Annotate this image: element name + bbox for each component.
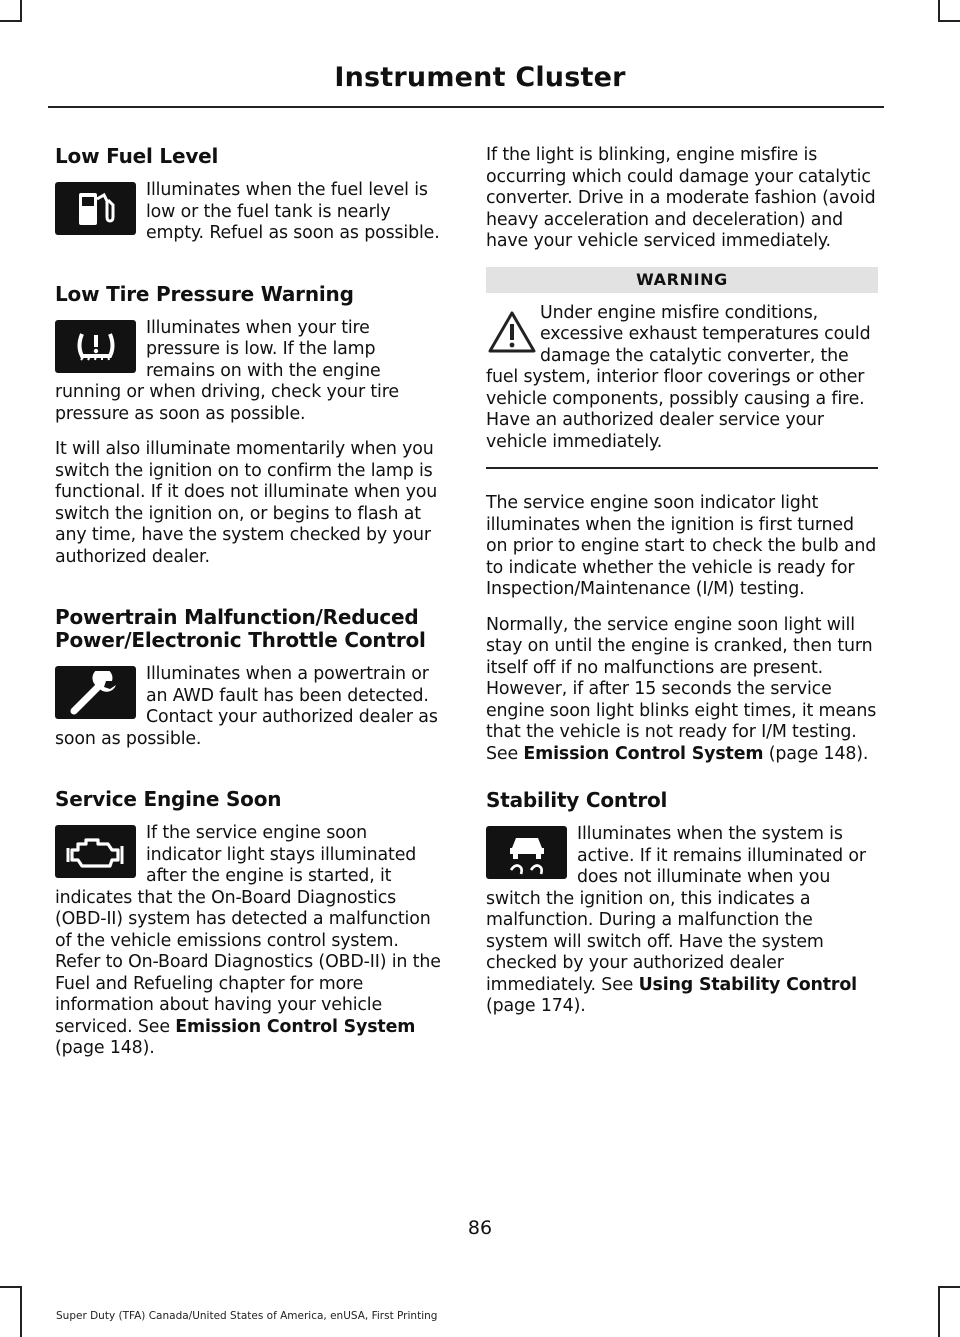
- fuel-pump-icon: [55, 182, 136, 235]
- crop-mark: [20, 0, 22, 22]
- service-text: Normally, the service engine soon light will stay on until the engine is cranked, then turn itself off if no malfunctions are present. However, if after 15 seconds the service engine soon light blinks eight times, it means that the vehicle is not ready for I/M testing. See Emission Control System (page 148).: [486, 614, 877, 764]
- section-text: Illuminates when the fuel level is low or the fuel tank is nearly empty. Refuel as soon as possible.: [146, 180, 440, 243]
- engine-icon: [55, 825, 136, 878]
- warning-label: WARNING: [486, 267, 878, 293]
- blink-text: If the light is blinking, engine misfire is occurring which could damage your catalytic converter. Drive in a moderate fashion (avoid heavy acceleration and deceleration) and have your vehicle serviced immediately.: [486, 145, 876, 251]
- section-heading: Service Engine Soon: [55, 787, 282, 811]
- wrench-icon: [55, 666, 136, 719]
- warning-triangle-icon: [486, 309, 538, 355]
- stability-control-link[interactable]: Using Stability Control: [638, 974, 857, 995]
- section-heading: Powertrain Malfunction/Reduced Power/Electronic Throttle Control: [55, 605, 426, 652]
- page-number: 86: [467, 1217, 493, 1239]
- section-text: Illuminates when your tire pressure is low. If the lamp remains on with the engine running or when driving, check your tire pressure as soon as possible.: [55, 317, 399, 424]
- warning-block: [486, 303, 878, 470]
- low-fuel-section: [55, 145, 447, 259]
- emission-control-link[interactable]: Emission Control System: [523, 743, 764, 764]
- stability-control-section: [486, 789, 878, 1032]
- left-column: [55, 145, 447, 1098]
- crop-mark: [938, 1286, 960, 1288]
- section-heading: Low Tire Pressure Warning: [55, 281, 354, 306]
- page-header-title: Instrument Cluster: [334, 62, 626, 93]
- crop-mark: [0, 20, 22, 22]
- crop-mark: [938, 1286, 940, 1337]
- service-text: The service engine soon indicator light illuminates when the ignition is first turned on prior to engine start to check the bulb and to indicate whether the vehicle is ready for Inspection/Maintenance (I/M) testing.: [486, 493, 877, 599]
- right-column: [486, 145, 878, 1056]
- service-engine-section: [55, 788, 447, 1074]
- crop-mark: [0, 1286, 22, 1288]
- crop-mark: [20, 1286, 22, 1337]
- crop-mark: [938, 0, 940, 22]
- section-heading: Low Fuel Level: [55, 144, 219, 168]
- header-rule: [48, 106, 884, 108]
- warning-text: Under engine misfire conditions, excessive exhaust temperatures could damage the catalytic converter, the fuel system, interior floor coverings or other vehicle components, possibly causing a fire. Have an authorized dealer service your vehicle immediately.: [486, 302, 871, 452]
- section-text: Illuminates when a powertrain or an AWD fault has been detected. Contact your authorized dealer as soon as possible.: [55, 664, 438, 749]
- stability-control-icon: [486, 826, 567, 879]
- powertrain-section: [55, 606, 447, 764]
- section-text: If the service engine soon indicator light stays illuminated after the engine is started, it indicates that the On-Board Diagnostics (OBD-II) system has detected a malfunction of the vehicle emissions control system. Refer to On-Board Diagnostics (OBD-II) in the Fuel and Refueling chapter for more information about having your vehicle serviced. See Emission Control System (page 148).: [55, 823, 441, 1058]
- section-heading: Stability Control: [486, 788, 668, 812]
- tire-pressure-icon: [55, 320, 136, 373]
- footer-text: Super Duty (TFA) Canada/United States of America, enUSA, First Printing: [56, 1310, 438, 1322]
- section-text: Illuminates when the system is active. If it remains illuminated or does not illuminate when you switch the ignition on, this indicates a malfunction. During a malfunction the system will switch off. Have the system checked by your authorized dealer immediately. See Using Stability Control (page 174).: [486, 824, 866, 1016]
- section-text: It will also illuminate momentarily when you switch the ignition on to confirm the lamp is functional. If it does not illuminate when you switch the ignition on, or begins to flash at any time, have the system checked by your authorized dealer.: [55, 439, 438, 567]
- crop-mark: [938, 20, 960, 22]
- emission-control-link[interactable]: Emission Control System: [175, 1016, 416, 1037]
- tire-pressure-section: [55, 283, 447, 583]
